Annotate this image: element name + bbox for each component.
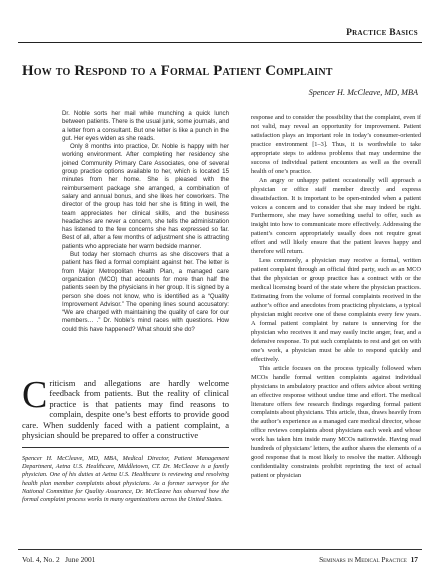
- footer-rule: [18, 549, 422, 550]
- lead-paragraph: [22, 374, 229, 441]
- article-author: Spencer H. McCleave, MD, MBA: [308, 88, 418, 97]
- body-paragraph: An angry or unhappy patient occasionally will approach a physician or office staff member directly and express dissatisfaction. It is important to be open-minded when a patient voices a concern and to consider that she may indeed be right. Furthermore, she may have something useful to offer, such as insight into how to communicate more effectively. Addressing the patient’s concern appropriately usually does not require great effort and will likely ensure that the patient leaves happy and therefore will return.: [251, 176, 421, 256]
- note-divider: [22, 447, 229, 448]
- article-title: How to Respond to a Formal Patient Complaint: [22, 63, 333, 79]
- body-paragraph: This article focuses on the process typically followed when MCOs handle formal written complaints against individual physicians in ambulatory practice and offers advice about writing an effective response without undue time and effort. The medical literature offers few research findings regarding formal patient complaints about physicians. This article, thus, draws heavily from the author’s experience as a managed care medical director, whose office reviews complaints about physicians each week and whose work has taken him inside many MCOs nationwide. Having read hundreds of physicians’ letters, the author shares the elements of a good response that is most likely to resolve the matter. Although confidentiality constraints prohibit reprinting the text of actual patient or physician: [251, 364, 421, 480]
- journal-footer: [319, 555, 418, 564]
- section-header: Practice Basics: [346, 28, 418, 38]
- author-note: Spencer H. McCleave, MD, MBA, Medical Director, Patient Management Department, Aetna U.S. Healthcare, Middletown, CT. Dr. McCleave is a family physician. One of his duties at Aetna U.S. Healthcare is reviewing and resolving health plan member complaints about physicians. As a former surveyor for the National Committee for Quality Assurance, Dr. McCleave has observed how the formal complaint process works in many organizations across the United States.: [22, 455, 229, 504]
- vignette-paragraph: Dr. Noble sorts her mail while munching a quick lunch between patients. There is the usual junk, some journals, and a letter from a consultant. But one letter is like a punch in the gut. Her eyes widen as she reads.: [62, 110, 229, 142]
- issue-info: Vol. 4, No. 2 June 2001: [22, 555, 96, 564]
- lead-text: riticism and allegations are hardly welcome feedback from patients. But the reality of clinical practice is that patients may find reasons to complain, despite one’s best efforts to provide good care. When suddenly faced with a patient complaint, a physician should be prepared to offer a constructive: [22, 378, 229, 441]
- top-rule: [18, 42, 422, 43]
- body-paragraph: response and to consider the possibility that the complaint, even if not valid, may reveal an opportunity for improvement. Patient satisfaction plays an important role in today’s consumer-oriented practice environment [1–3]. Thus, it is worthwhile to take appropriate steps to address problems that may undermine the success of individual patient encounters as well as the overall health of one’s practice.: [251, 114, 421, 175]
- page-number: 17: [410, 555, 418, 564]
- body-column-right: [251, 114, 421, 481]
- case-vignette-column: [62, 110, 229, 334]
- body-paragraph: Less commonly, a physician may receive a formal, written patient complaint through an official third party, such as an MCO that the physician or group practice has a contract with or the medical licensing board of the state where the physician practices. Estimating from the volume of formal complaints received in the author’s office and anecdotes from practicing physicians, a typical physician might receive one of these complaints every few years. A formal patient complaint by nature is unnerving for the physician who receives it and may easily incite anger, fear, and a defensive response. To put such complaints to rest and get on with one’s work, a physician must be able to respond quickly and effectively.: [251, 257, 421, 363]
- journal-name: Seminars in Medical Practice: [319, 555, 407, 564]
- vignette-paragraph: But today her stomach churns as she discovers that a patient has filed a formal complaint against her. The letter is from Major Metropolitan Health Plan, a managed care organization (MCO) that accounts for more than half the patients seen by the physicians in her group. It is signed by a person she does not know, who is identified as a “Quality Improvement Advisor.” The opening lines sound accusatory: “We are charged with maintaining the quality of care for our members… .” Dr. Noble’s mind races with questions. How could this have happened? What should she do?: [62, 251, 229, 333]
- vignette-paragraph: Only 8 months into practice, Dr. Noble is happy with her working environment. After completing her residency she joined Community Primary Care Associates, one of several group practice options available to her, which is located 15 minutes from her home. She is pleased with the reimbursement package she arranged, a combination of salary and annual bonus, and she likes her coworkers. The director of the group has told her she is fitting in well, the team appreciates her clinical skills, and the business headaches are never a concern, she tells the administration has listened to the few concerns she has expressed so far. Best of all, after a few months of adjustment she is attracting patients who appreciate her warm bedside manner.: [62, 143, 229, 250]
- drop-cap: C: [22, 374, 48, 416]
